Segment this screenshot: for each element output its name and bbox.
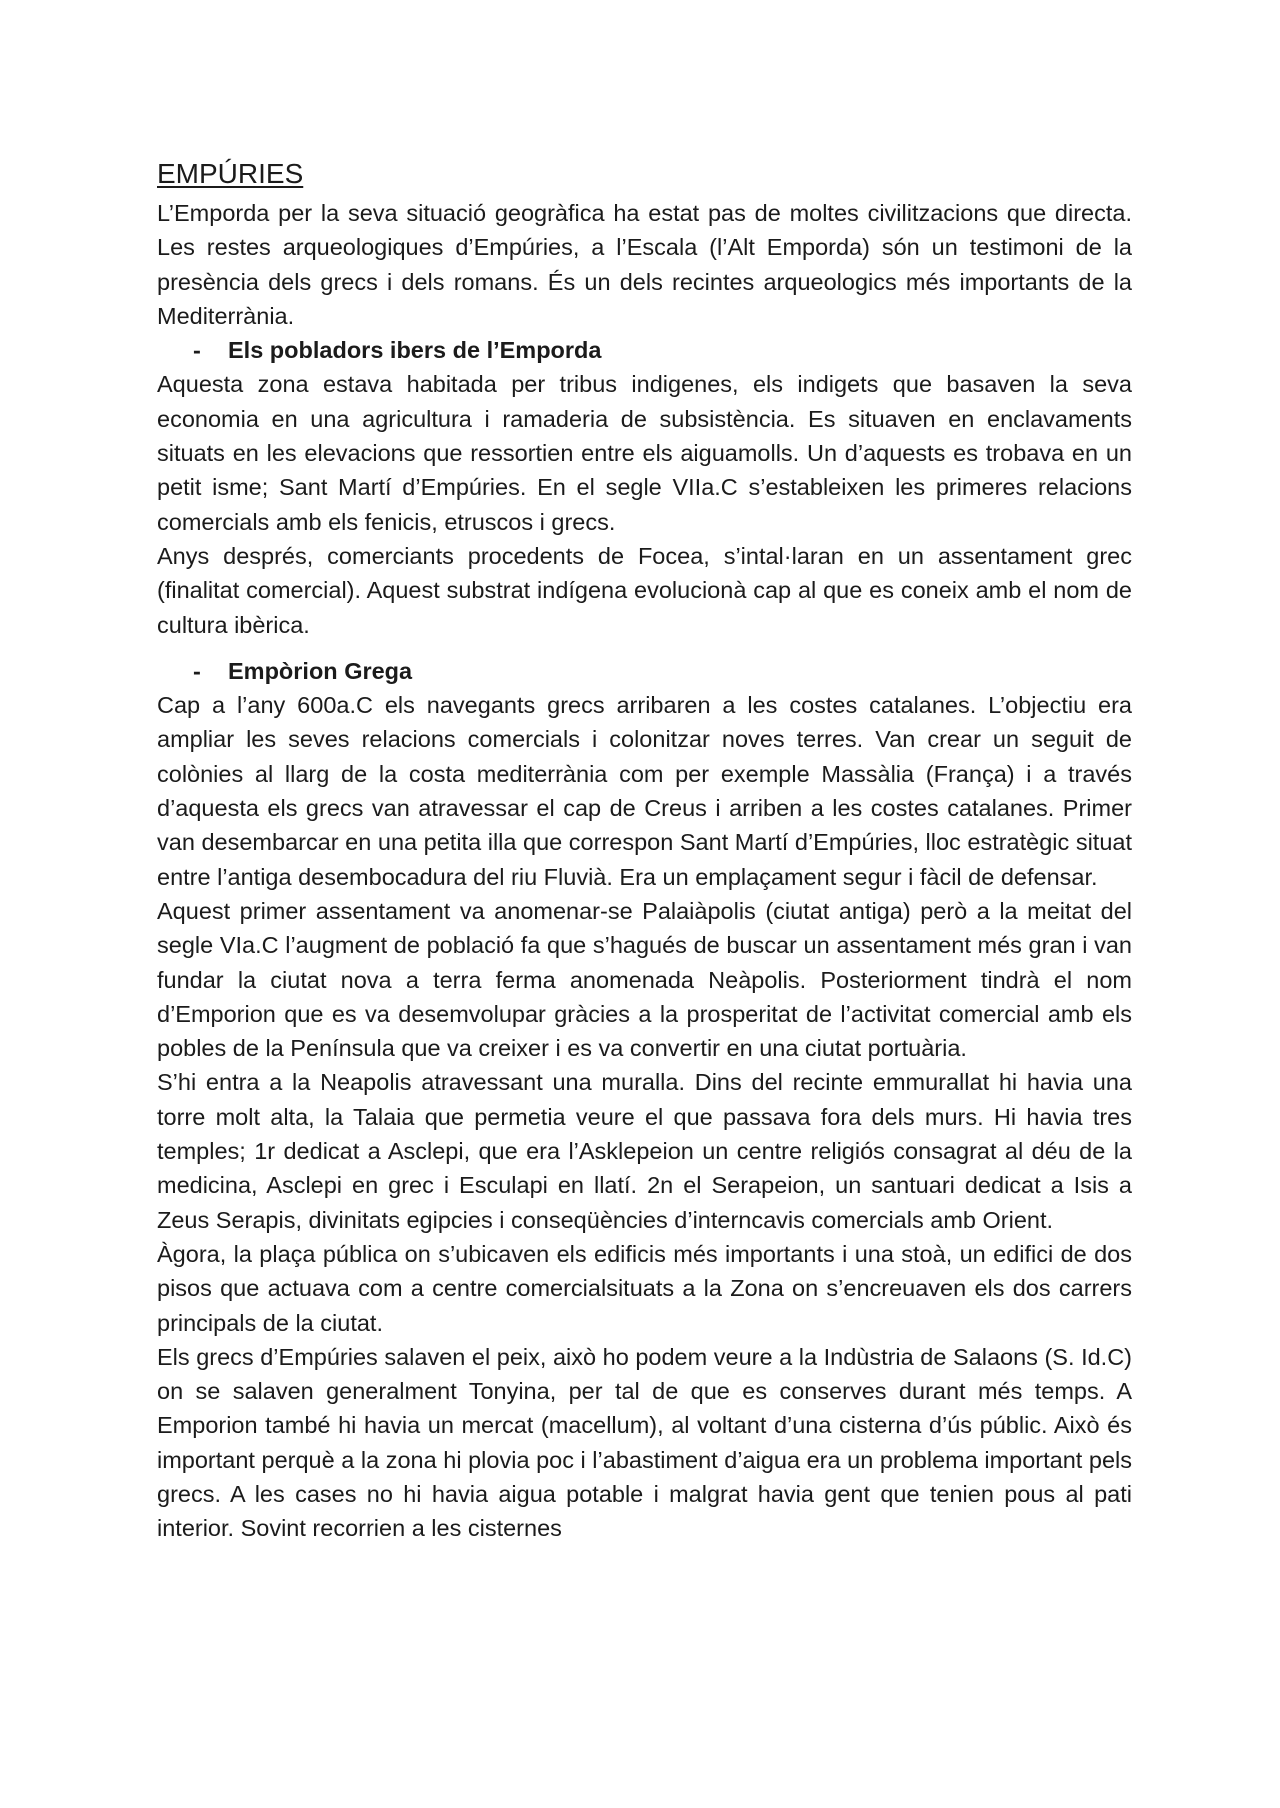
paragraph: Cap a l’any 600a.C els navegants grecs arribaren a les costes catalanes. L’objectiu era ampliar les seves relacions comercials i colonitzar noves terres. Van crear un seguit de colònies al llarg de la costa mediterrània com per exemple Massàlia (França) i a través d’aquesta els grecs van atravessar el cap de Creus i arriben a les costes catalanes. Primer van desembarcar en una petita illa que correspon Sant Martí d’Empúries, lloc estratègic situat entre l’antiga desembocadura del riu Fluvià. Era un emplaçament segur i fàcil de defensar. — [157, 692, 1132, 890]
paragraph: Aquest primer assentament va anomenar-se Palaiàpolis (ciutat antiga) però a la meitat del segle VIa.C l’augment de població fa que s’hagués de buscar un assentament més gran i van fundar la ciutat nova a terra ferma anomenada Neàpolis. Posteriorment tindrà el nom d’Emporion que es va desemvolupar gràcies a la prosperitat de l’activitat comercial amb els pobles de la Península que va creixer i es va convertir en una ciutat portuària. — [157, 897, 1132, 1062]
section-heading-text: Els pobladors ibers de l’Emporda — [228, 337, 602, 364]
section-heading-pobladors — [157, 333, 1132, 367]
document-page — [157, 152, 1132, 1546]
paragraph: Aquesta zona estava habitada per tribus indigenes, els indigets que basaven la seva economia en una agricultura i ramaderia de subsistència. Es situaven en enclavaments situats en les elevacions que ressortien entre els aiguamolls. Un d’aquests es trobava en un petit isme; Sant Martí d’Empúries. En el segle VIIa.C s’estableixen les primeres relacions comercials amb els fenicis, etruscos i grecs. — [157, 371, 1132, 535]
bullet-dash: - — [193, 657, 201, 684]
paragraph: Àgora, la plaça pública on s’ubicaven els edificis més importants i una stoà, un edifici de dos pisos que actuava com a centre comercialsituats a la Zona on s’encreuaven els dos carrers principals de la ciutat. — [157, 1240, 1132, 1336]
paragraph: S’hi entra a la Neapolis atravessant una muralla. Dins del recinte emmurallat hi havia una torre molt alta, la Talaia que permetia veure el que passava fora dels murs. Hi havia tres temples; 1r dedicat a Asclepi, que era l’Asklepeion un centre religiós consagrat al déu de la medicina, Asclepi en grec i Esculapi en llatí. 2n el Serapeion, un santuari dedicat a Isis a Zeus Serapis, divinitats egipcies i conseqüències d’interncavis comercials amb Orient. — [157, 1069, 1132, 1233]
spacer — [157, 642, 1132, 654]
document-title: EMPÚRIES — [157, 158, 304, 189]
section-heading-text: Empòrion Grega — [228, 657, 413, 684]
bullet-dash: - — [193, 337, 201, 364]
paragraph: Els grecs d’Empúries salaven el peix, això ho podem veure a la Indùstria de Salaons (S. Id.C) on se salaven generalment Tonyina, per tal de que es conserves durant més temps. A Emporion també hi havia un mercat (macellum), al voltant d’una cisterna d’ús públic. Això és important perquè a la zona hi plovia poc i l’abastiment d’aigua era un problema important pels grecs. A les cases no hi havia aigua potable i malgrat havia gent que tenien pous al pati interior. Sovint recorrien a les cisternes — [157, 1343, 1132, 1542]
section-heading-emporion — [157, 654, 1132, 688]
paragraph: Anys després, comerciants procedents de Focea, s’intal·laran en un assentament grec (finalitat comercial). Aquest substrat indígena evolucionà cap al que es coneix amb el nom de cultura ibèrica. — [157, 542, 1132, 638]
intro-paragraph: L’Emporda per la seva situació geogràfica ha estat pas de moltes civilitzacions que directa. Les restes arqueologiques d’Empúries, a l’Escala (l’Alt Emporda) són un testimoni de la presència dels grecs i dels romans. És un dels recintes arqueologics més importants de la Mediterrània. — [157, 200, 1132, 329]
